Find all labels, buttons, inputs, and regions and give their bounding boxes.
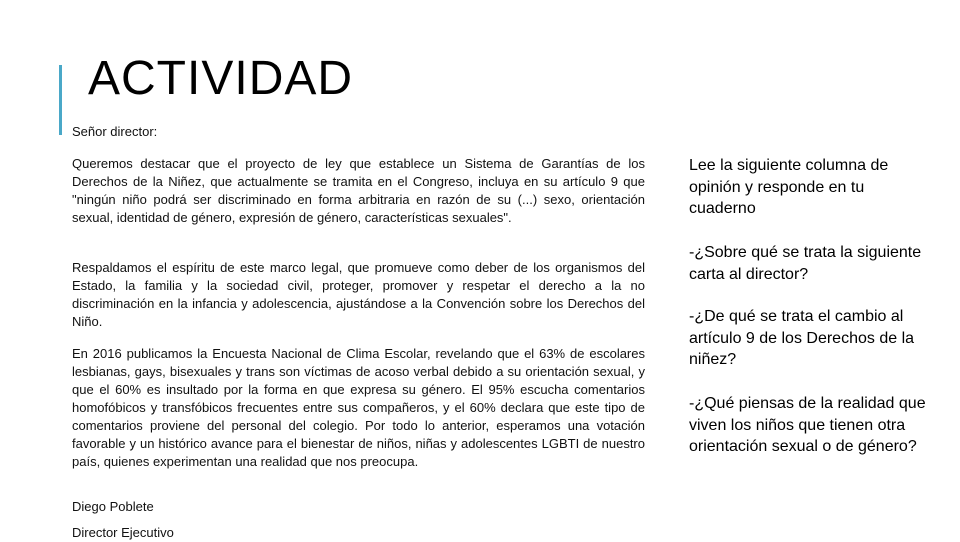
instructions-intro: Lee la siguiente columna de opinión y responde en tu cuaderno — [689, 157, 889, 217]
title-accent-bar — [59, 65, 62, 135]
question-2: -¿De qué se trata el cambio al artículo 9 de los Derechos de la niñez? — [689, 308, 915, 368]
letter-salutation: Señor director: — [72, 124, 158, 139]
letter-paragraph-2: Respaldamos el espíritu de este marco legal, que promueve como deber de los organismos del Estado, la familia y la sociedad civil, proteger, promover y respetar el derecho a la no discriminación en la infancia y adolescencia, ajustándose a la Convención sobre los Derechos del Niño. — [72, 260, 645, 329]
slide-title: ACTIVIDAD — [88, 52, 354, 105]
question-3: -¿Qué piensas de la realidad que viven los niños que tienen otra orientación sexual o de género? — [689, 395, 926, 455]
question-1: -¿Sobre qué se trata la siguiente carta al director? — [689, 244, 922, 283]
letter-paragraph-3: En 2016 publicamos la Encuesta Nacional de Clima Escolar, revelando que el 63% de escolares lesbianas, gays, bisexuales y trans son víctimas de acoso verbal debido a su orientación sexual, y que el 60% es insultado por la forma en que expresa su género. El 95% escucha comentarios homofóbicos y transfóbicos frecuentes entre sus compañeros, y el 60% declara que este tipo de comentarios proviene del personal del colegio. Por todo lo anterior, esperamos una votación favorable y un histórico avance para el bienestar de niños, niñas y adolescentes LGBTI de nuestro país, quienes experimentan una realidad que nos preocupa. — [72, 346, 645, 469]
letter-paragraph-1: Queremos destacar que el proyecto de ley que establece un Sistema de Garantías de los Derechos de la Niñez, que actualmente se tramita en el Congreso, incluya en su artículo 9 que "ningún niño podrá ser discriminado en forma arbitraria en razón de su (...) sexo, orientación sexual, identidad de género, expresión de género, características sexuales". — [72, 156, 645, 225]
signature-name: Diego Poblete — [72, 499, 154, 514]
signature-role: Director Ejecutivo — [72, 525, 174, 540]
